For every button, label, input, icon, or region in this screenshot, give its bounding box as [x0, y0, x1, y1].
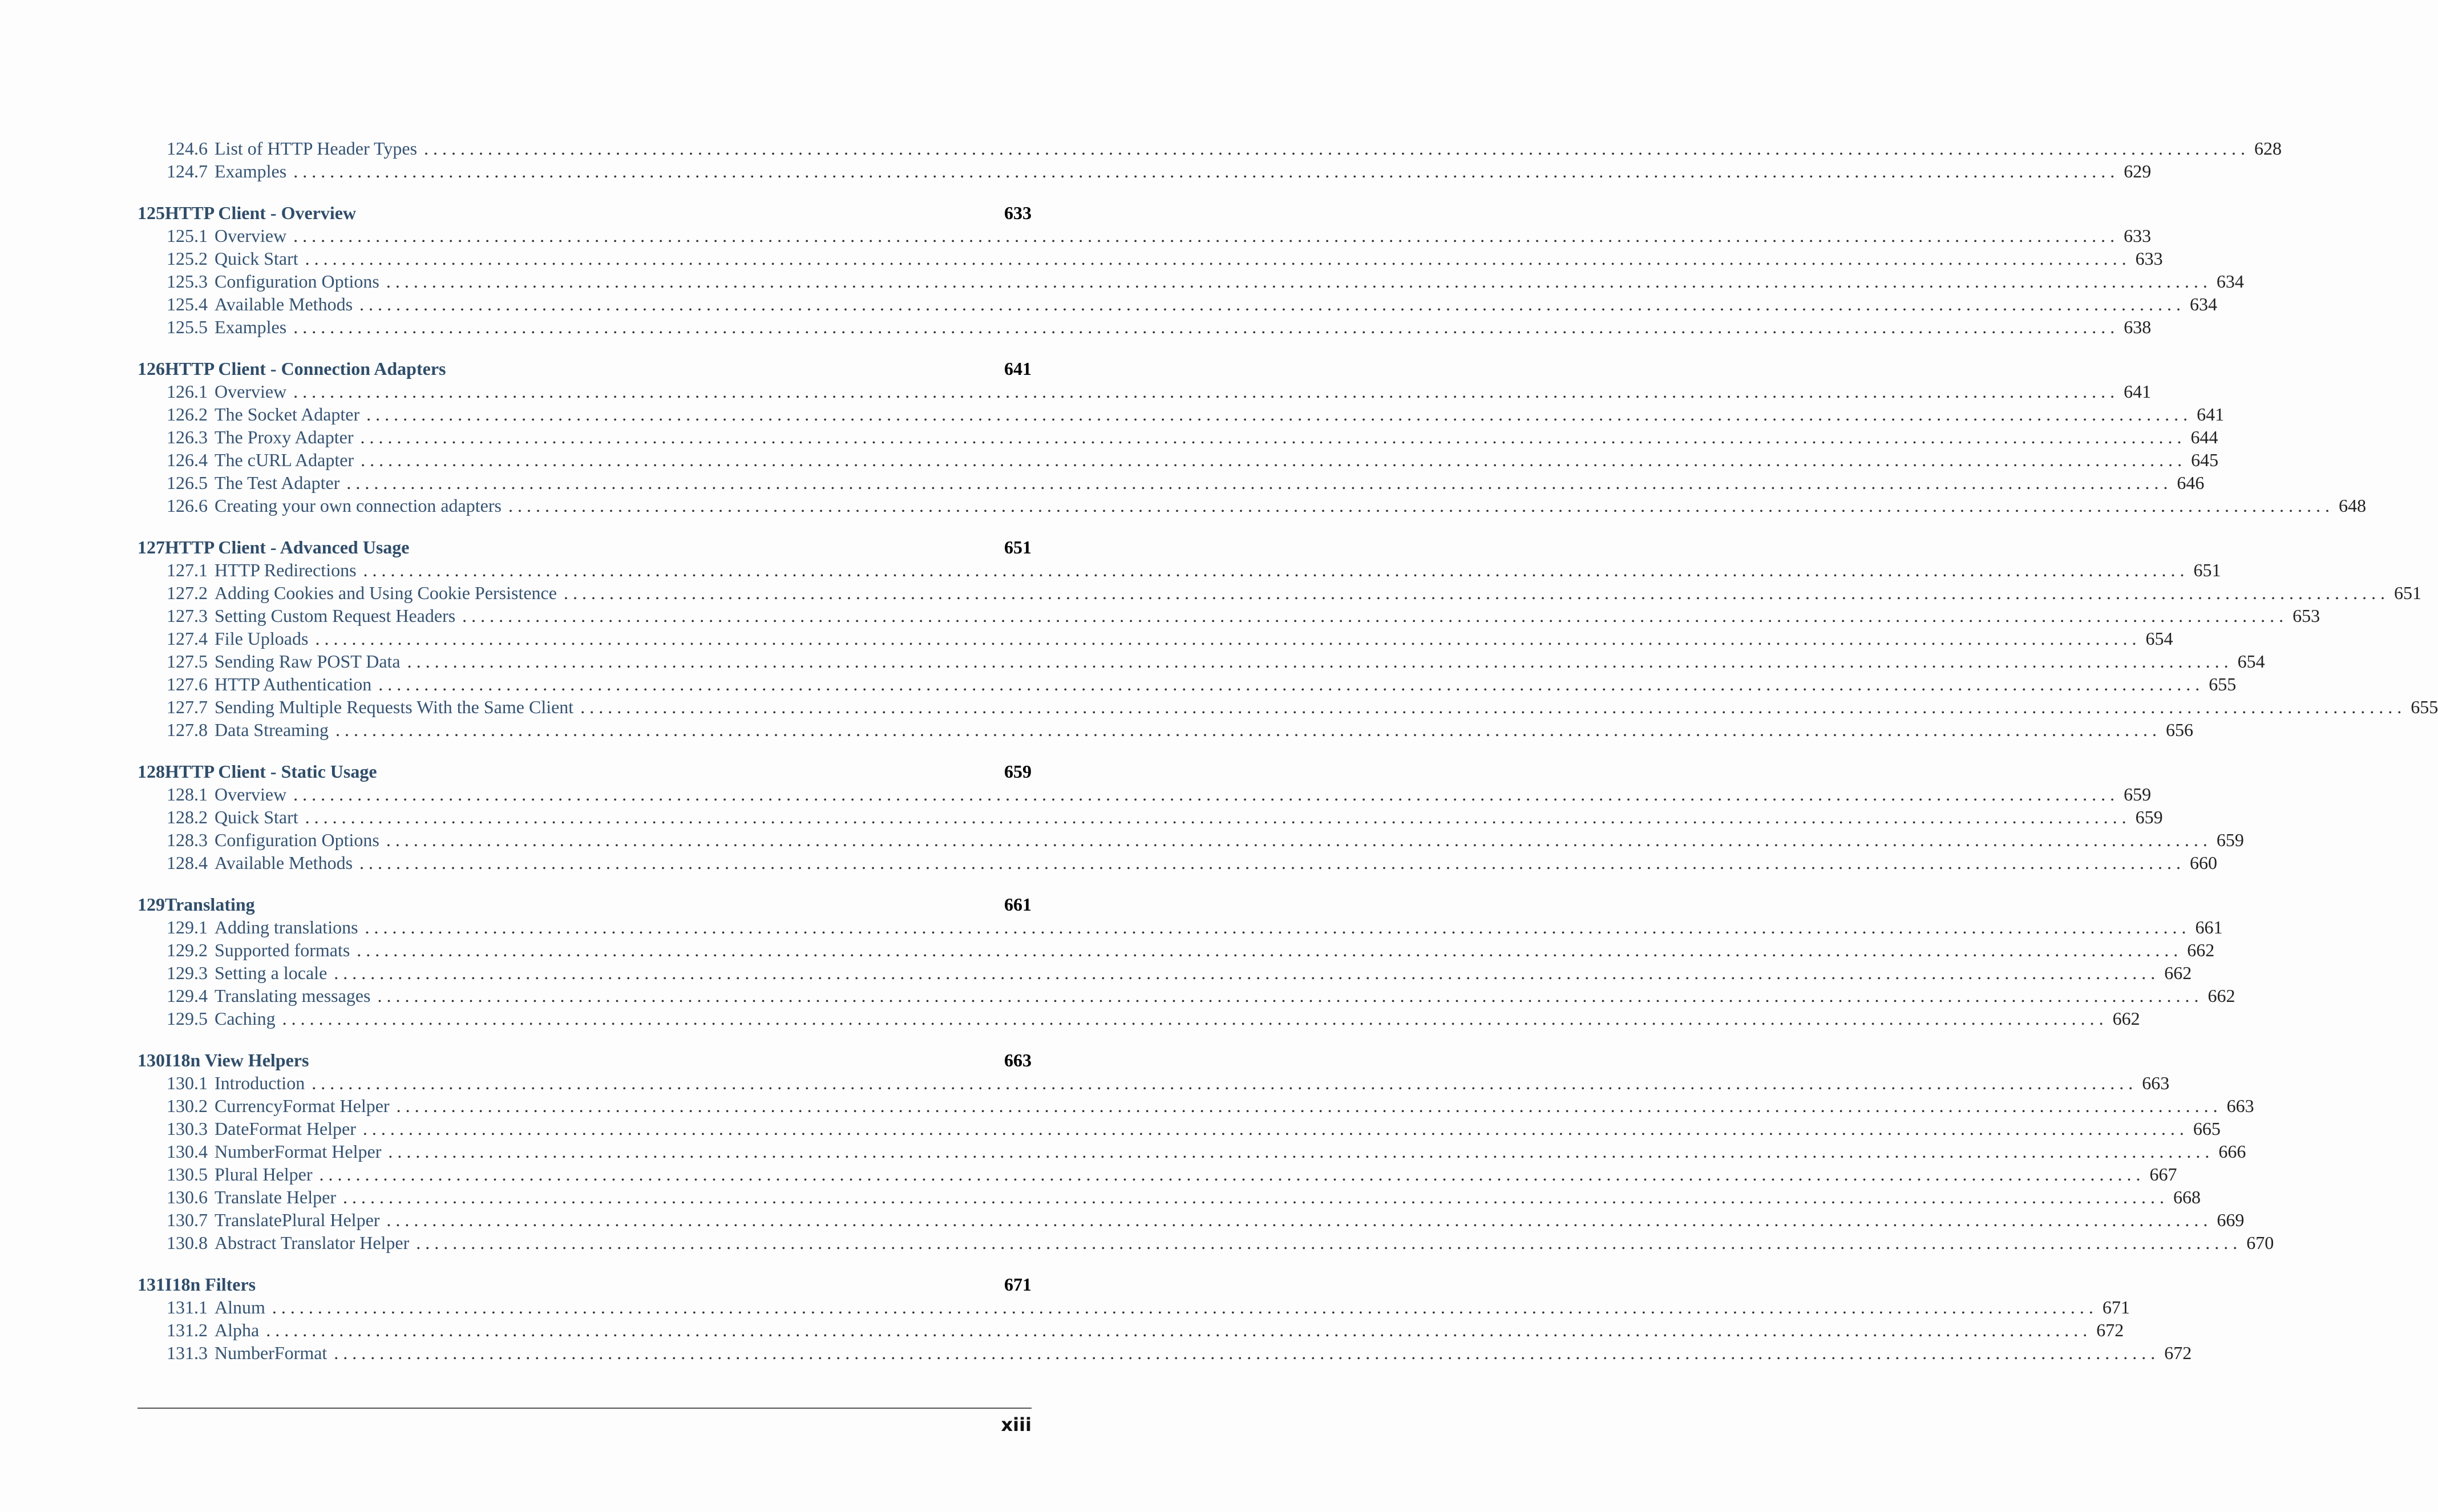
section-number[interactable]: 125.4 — [167, 294, 208, 314]
section-title-link[interactable]: Alpha — [215, 1320, 260, 1340]
section-number[interactable]: 127.4 — [167, 628, 208, 649]
section-number[interactable]: 130.8 — [167, 1232, 208, 1253]
dot-leader: . . . . . . . . . . . . . . . . . . . . . . . . . . . . . . . . . . . . . . . . . . . . . . . . . . . . . . . . . . . . . . . . . . . . . . . . . . . . . . . . . . . . . . . . . . . . . . . . . . . . . . . . . . . . . . . . . . . . . . . . . . . . . . . . . . . . . . . . . . . . . . . . . . . . . . . . . . . . . . . . . . . . . . . . . . . . . . . . . . . . . . . . . . . . . . . . . . . . . . . . — [293, 225, 2115, 246]
page-number[interactable]: 641 — [2124, 381, 2152, 402]
section-number[interactable]: 128.3 — [167, 830, 208, 850]
section-number[interactable]: 130.1 — [167, 1073, 208, 1093]
dot-leader: . . . . . . . . . . . . . . . . . . . . . . . . . . . . . . . . . . . . . . . . . . . . . . . . . . . . . . . . . . . . . . . . . . . . . . . . . . . . . . . . . . . . . . . . . . . . . . . . . . . . . . . . . . . . . . . . . . . . . . . . . . . . . . . . . . . . . . . . . . . . . . . . . . . . . . . . . . . . . . . . . . . . . . . . . . . . . . . . . . . . . . . . . . . . . . . . . . . . . . . . — [377, 985, 2199, 1006]
dot-leader: . . . . . . . . . . . . . . . . . . . . . . . . . . . . . . . . . . . . . . . . . . . . . . . . . . . . . . . . . . . . . . . . . . . . . . . . . . . . . . . . . . . . . . . . . . . . . . . . . . . . . . . . . . . . . . . . . . . . . . . . . . . . . . . . . . . . . . . . . . . . . . . . . . . . . . . . . . . . . . . . . . . . . . . . . . . . . . . . . . . . . . . . . . . . . . . . . . . . . . . . — [272, 1297, 2093, 1317]
section-number[interactable]: 125.1 — [167, 225, 208, 246]
toc-section-row[interactable] — [138, 1140, 2246, 1163]
page-number[interactable]: 670 — [2246, 1232, 2274, 1253]
dot-leader: . . . . . . . . . . . . . . . . . . . . . . . . . . . . . . . . . . . . . . . . . . . . . . . . . . . . . . . . . . . . . . . . . . . . . . . . . . . . . . . . . . . . . . . . . . . . . . . . . . . . . . . . . . . . . . . . . . . . . . . . . . . . . . . . . . . . . . . . . . . . . . . . . . . . . . . . . . . . . . . . . . . . . . . . . . . . . . . . . . . . . . . . . . . . . . . . . . . . . . . . — [319, 1164, 2141, 1184]
dot-leader: . . . . . . . . . . . . . . . . . . . . . . . . . . . . . . . . . . . . . . . . . . . . . . . . . . . . . . . . . . . . . . . . . . . . . . . . . . . . . . . . . . . . . . . . . . . . . . . . . . . . . . . . . . . . . . . . . . . . . . . . . . . . . . . . . . . . . . . . . . . . . . . . . . . . . . . . . . . . . . . . . . . . . . . . . . . . . . . . . . . . . . . . . . . . . . . . . . . . . . . . — [386, 1210, 2208, 1230]
page-number[interactable]: 629 — [2124, 161, 2152, 181]
section-number[interactable]: 124.6 — [167, 138, 208, 159]
chapter-number[interactable]: 127 — [138, 537, 165, 557]
section-number[interactable]: 126.4 — [167, 450, 208, 470]
section-number[interactable]: 130.6 — [167, 1187, 208, 1207]
toc-section-row[interactable] — [138, 851, 2218, 874]
page-number[interactable]: 659 — [2124, 784, 2152, 804]
page-number[interactable]: 663 — [2142, 1073, 2170, 1093]
page-number[interactable]: 663 — [2226, 1095, 2254, 1116]
dot-leader: . . . . . . . . . . . . . . . . . . . . . . . . . . . . . . . . . . . . . . . . . . . . . . . . . . . . . . . . . . . . . . . . . . . . . . . . . . . . . . . . . . . . . . . . . . . . . . . . . . . . . . . . . . . . . . . . . . . . . . . . . . . . . . . . . . . . . . . . . . . . . . . . . . . . . . . . . . . . . . . . . . . . . . . . . . . . . . . . . . . . . . . . . . . . . . . . . . . . . . . . — [363, 560, 2185, 580]
section-title-link[interactable]: File Uploads — [215, 628, 309, 649]
toc-section-row[interactable] — [138, 1319, 2124, 1341]
section-number[interactable]: 129.2 — [167, 940, 208, 960]
dot-leader: . . . . . . . . . . . . . . . . . . . . . . . . . . . . . . . . . . . . . . . . . . . . . . . . . . . . . . . . . . . . . . . . . . . . . . . . . . . . . . . . . . . . . . . . . . . . . . . . . . . . . . . . . . . . . . . . . . . . . . . . . . . . . . . . . . . . . . . . . . . . . . . . . . . . . . . . . . . . . . . . . . . . . . . . . . . . . . . . . . . . . . . . . . . . . . . . . . . . . . . . — [266, 1320, 2088, 1340]
section-number[interactable]: 127.1 — [167, 560, 208, 580]
page-number[interactable]: 665 — [2193, 1118, 2221, 1139]
toc-section-row[interactable] — [138, 1094, 2254, 1117]
chapter-number[interactable]: 126 — [138, 358, 165, 379]
page-number[interactable]: 660 — [2190, 852, 2218, 873]
toc-section-row[interactable] — [138, 380, 2152, 403]
section-title-link[interactable]: NumberFormat — [215, 1343, 328, 1363]
dot-leader: . . . . . . . . . . . . . . . . . . . . . . . . . . . . . . . . . . . . . . . . . . . . . . . . . . . . . . . . . . . . . . . . . . . . . . . . . . . . . . . . . . . . . . . . . . . . . . . . . . . . . . . . . . . . . . . . . . . . . . . . . . . . . . . . . . . . . . . . . . . . . . . . . . . . . . . . . . . . . . . . . . . . . . . . . . . . . . . . . . . . . . . . . . . . . . . . . . . . . . . . — [334, 1343, 2156, 1363]
dot-leader: . . . . . . . . . . . . . . . . . . . . . . . . . . . . . . . . . . . . . . . . . . . . . . . . . . . . . . . . . . . . . . . . . . . . . . . . . . . . . . . . . . . . . . . . . . . . . . . . . . . . . . . . . . . . . . . . . . . . . . . . . . . . . . . . . . . . . . . . . . . . . . . . . . . . . . . . . . . . . . . . . . . . . . . . . . . . . . . . . . . . . . . . . . . . . . . . . . . . . . . . — [416, 1232, 2238, 1253]
page-number[interactable]: 661 — [1004, 894, 1032, 915]
toc-section-row[interactable] — [138, 1231, 2274, 1254]
page-number[interactable]: 648 — [2338, 495, 2366, 516]
toc-section-row[interactable] — [138, 224, 2152, 247]
chapter-title-link[interactable]: I18n View Helpers — [165, 1050, 309, 1070]
page-number[interactable]: 644 — [2190, 427, 2218, 447]
section-title-link[interactable]: HTTP Redirections — [215, 560, 357, 580]
section-title-link[interactable]: Setting Custom Request Headers — [215, 605, 456, 626]
dot-leader: . . . . . . . . . . . . . . . . . . . . . . . . . . . . . . . . . . . . . . . . . . . . . . . . . . . . . . . . . . . . . . . . . . . . . . . . . . . . . . . . . . . . . . . . . . . . . . . . . . . . . . . . . . . . . . . . . . . . . . . . . . . . . . . . . . . . . . . . . . . . . . . . . . . . . . . . . . . . . . . . . . . . . . . . . . . . . . . . . . . . . . . . . . . . . . . . . . . . . . . . — [346, 472, 2168, 493]
section-number[interactable]: 130.5 — [167, 1164, 208, 1184]
section-title-link[interactable]: The Socket Adapter — [215, 404, 360, 425]
toc-section-row[interactable] — [138, 1007, 2140, 1030]
section-title-link[interactable]: The Test Adapter — [215, 472, 340, 493]
section-title-link[interactable]: Supported formats — [215, 940, 350, 960]
dot-leader: . . . . . . . . . . . . . . . . . . . . . . . . . . . . . . . . . . . . . . . . . . . . . . . . . . . . . . . . . . . . . . . . . . . . . . . . . . . . . . . . . . . . . . . . . . . . . . . . . . . . . . . . . . . . . . . . . . . . . . . . . . . . . . . . . . . . . . . . . . . . . . . . . . . . . . . . . . . . . . . . . . . . . . . . . . . . . . . . . . . . . . . . . . . . . . . . . . . . . . . . — [508, 495, 2330, 516]
section-number[interactable]: 127.7 — [167, 697, 208, 717]
page-number[interactable]: 671 — [1004, 1274, 1032, 1295]
toc-section-row[interactable] — [138, 673, 2237, 696]
toc-section-row[interactable] — [138, 916, 2223, 939]
page-number[interactable]: 651 — [2393, 583, 2421, 603]
page-number[interactable]: 667 — [2149, 1164, 2177, 1184]
toc-section-row[interactable] — [138, 718, 2193, 741]
section-number[interactable]: 127.6 — [167, 674, 208, 694]
toc-section-row[interactable] — [138, 581, 2421, 604]
section-number[interactable]: 129.3 — [167, 963, 208, 983]
toc-section-row[interactable] — [138, 984, 2235, 1007]
section-number[interactable]: 130.4 — [167, 1141, 208, 1162]
page-number[interactable]: 655 — [2209, 674, 2237, 694]
section-number[interactable]: 127.8 — [167, 719, 208, 740]
page-number[interactable]: 662 — [2112, 1008, 2140, 1029]
toc-section-row[interactable] — [138, 1186, 2201, 1208]
chapter-number[interactable]: 128 — [138, 761, 165, 782]
toc-section-row[interactable] — [138, 270, 2244, 293]
section-title-link[interactable]: Available Methods — [215, 852, 353, 873]
toc-section-row[interactable] — [138, 1208, 2245, 1231]
page-number[interactable]: 666 — [2218, 1141, 2246, 1162]
section-title-link[interactable]: Translate Helper — [215, 1187, 336, 1207]
section-title-link[interactable]: Sending Multiple Requests With the Same Client — [215, 697, 574, 717]
section-title-link[interactable]: Data Streaming — [215, 719, 329, 740]
dot-leader: . . . . . . . . . . . . . . . . . . . . . . . . . . . . . . . . . . . . . . . . . . . . . . . . . . . . . . . . . . . . . . . . . . . . . . . . . . . . . . . . . . . . . . . . . . . . . . . . . . . . . . . . . . . . . . . . . . . . . . . . . . . . . . . . . . . . . . . . . . . . . . . . . . . . . . . . . . . . . . . . . . . . . . . . . . . . . . . . . . . . . . . . . . . . . . . . . . . . . . . . — [359, 294, 2181, 314]
toc-section-row[interactable] — [138, 1163, 2177, 1186]
toc-section-row[interactable] — [138, 1296, 2130, 1319]
dot-leader: . . . . . . . . . . . . . . . . . . . . . . . . . . . . . . . . . . . . . . . . . . . . . . . . . . . . . . . . . . . . . . . . . . . . . . . . . . . . . . . . . . . . . . . . . . . . . . . . . . . . . . . . . . . . . . . . . . . . . . . . . . . . . . . . . . . . . . . . . . . . . . . . . . . . . . . . . . . . . . . . . . . . . . . . . . . . . . . . . . . . . . . . . . . . . . . . . . . . . . . . — [424, 138, 2246, 159]
toc-section-row[interactable] — [138, 806, 2163, 828]
section-title-link[interactable]: Overview — [215, 225, 287, 246]
chapter-title-link[interactable]: HTTP Client - Connection Adapters — [165, 358, 446, 379]
toc-section-row[interactable] — [138, 783, 2152, 806]
section-title-link[interactable]: Introduction — [215, 1073, 305, 1093]
dot-leader: . . . . . . . . . . . . . . . . . . . . . . . . . . . . . . . . . . . . . . . . . . . . . . . . . . . . . . . . . . . . . . . . . . . . . . . . . . . . . . . . . . . . . . . . . . . . . . . . . . . . . . . . . . . . . . . . . . . . . . . . . . . . . . . . . . . . . . . . . . . . . . . . . . . . . . . . . . . . . . . . . . . . . . . . . . . . . . . . . . . . . . . . . . . . . . . . . . . . . . . . — [365, 917, 2186, 937]
chapter-number[interactable]: 129 — [138, 894, 165, 915]
section-title-link[interactable]: Creating your own connection adapters — [215, 495, 502, 516]
toc-section-row[interactable] — [138, 604, 2320, 627]
toc-section-row[interactable] — [138, 403, 2225, 426]
dot-leader: . . . . . . . . . . . . . . . . . . . . . . . . . . . . . . . . . . . . . . . . . . . . . . . . . . . . . . . . . . . . . . . . . . . . . . . . . . . . . . . . . . . . . . . . . . . . . . . . . . . . . . . . . . . . . . . . . . . . . . . . . . . . . . . . . . . . . . . . . . . . . . . . . . . . . . . . . . . . . . . . . . . . . . . . . . . . . . . . . . . . . . . . . . . . . . . . . . . . . . . . — [396, 1095, 2218, 1116]
page-number[interactable]: 662 — [2187, 940, 2215, 960]
dot-leader: . . . . . . . . . . . . . . . . . . . . . . . . . . . . . . . . . . . . . . . . . . . . . . . . . . . . . . . . . . . . . . . . . . . . . . . . . . . . . . . . . . . . . . . . . . . . . . . . . . . . . . . . . . . . . . . . . . . . . . . . . . . . . . . . . . . . . . . . . . . . . . . . . . . . . . . . . . . . . . . . . . . . . . . . . . . . . . . . . . . . . . . . . . . . . . . . . . . . . . . . — [360, 427, 2182, 447]
section-title-link[interactable]: CurrencyFormat Helper — [215, 1095, 390, 1116]
chapter-title-link[interactable]: I18n Filters — [165, 1274, 256, 1295]
toc-chapter-row[interactable] — [138, 1049, 1032, 1072]
section-number[interactable]: 127.3 — [167, 605, 208, 626]
page-number[interactable]: 654 — [2145, 628, 2173, 649]
section-title-link[interactable]: Examples — [215, 317, 287, 337]
page-number[interactable]: 634 — [2216, 271, 2244, 292]
section-number[interactable]: 131.2 — [167, 1320, 208, 1340]
section-title-link[interactable]: Abstract Translator Helper — [215, 1232, 410, 1253]
toc-section-row[interactable] — [138, 1072, 2170, 1094]
section-title-link[interactable]: Available Methods — [215, 294, 353, 314]
page-number[interactable]: 661 — [2195, 917, 2223, 937]
dot-leader: . . . . . . . . . . . . . . . . . . . . . . . . . . . . . . . . . . . . . . . . . . . . . . . . . . . . . . . . . . . . . . . . . . . . . . . . . . . . . . . . . . . . . . . . . . . . . . . . . . . . . . . . . . . . . . . . . . . . . . . . . . . . . . . . . . . . . . . . . . . . . . . . . . . . . . . . . . . . . . . . . . . . . . . . . . . . . . . . . . . . . . . . . . . . . . . . . . . . . . . . — [462, 605, 2284, 626]
toc-chapter-row[interactable] — [138, 893, 1032, 916]
section-title-link[interactable]: Alnum — [215, 1297, 265, 1317]
page-number[interactable]: 628 — [2254, 138, 2282, 159]
dot-leader: . . . . . . . . . . . . . . . . . . . . . . . . . . . . . . . . . . . . . . . . . . . . . . . . . . . . . . . . . . . . . . . . . . . . . . . . . . . . . . . . . . . . . . . . . . . . . . . . . . . . . . . . . . . . . . . . . . . . . . . . . . . . . . . . . . . . . . . . . . . . . . . . . . . . . . . . . . . . . . . . . . . . . . . . . . . . . . . . . . . . . . . . . . . . . . . . . . . . . . . . — [312, 1073, 2133, 1093]
section-number[interactable]: 125.3 — [167, 271, 208, 292]
section-number[interactable]: 130.2 — [167, 1095, 208, 1116]
page-number[interactable]: 668 — [2173, 1187, 2201, 1207]
dot-leader: . . . . . . . . . . . . . . . . . . . . . . . . . . . . . . . . . . . . . . . . . . . . . . . . . . . . . . . . . . . . . . . . . . . . . . . . . . . . . . . . . . . . . . . . . . . . . . . . . . . . . . . . . . . . . . . . . . . . . . . . . . . . . . . . . . . . . . . . . . . . . . . . . . . . . . . . . . . . . . . . . . . . . . . . . . . . . . . . . . . . . . . . . . . . . . . . . . . . . . . . — [293, 317, 2115, 337]
section-number[interactable]: 126.6 — [167, 495, 208, 516]
dot-leader: . . . . . . . . . . . . . . . . . . . . . . . . . . . . . . . . . . . . . . . . . . . . . . . . . . . . . . . . . . . . . . . . . . . . . . . . . . . . . . . . . . . . . . . . . . . . . . . . . . . . . . . . . . . . . . . . . . . . . . . . . . . . . . . . . . . . . . . . . . . . . . . . . . . . . . . . . . . . . . . . . . . . . . . . . . . . . . . . . . . . . . . . . . . . . . . . . . . . . . . . — [315, 628, 2137, 649]
section-number[interactable]: 130.3 — [167, 1118, 208, 1139]
toc-section-row[interactable] — [138, 494, 2366, 517]
footer-rule — [138, 1408, 1032, 1409]
dot-leader: . . . . . . . . . . . . . . . . . . . . . . . . . . . . . . . . . . . . . . . . . . . . . . . . . . . . . . . . . . . . . . . . . . . . . . . . . . . . . . . . . . . . . . . . . . . . . . . . . . . . . . . . . . . . . . . . . . . . . . . . . . . . . . . . . . . . . . . . . . . . . . . . . . . . . . . . . . . . . . . . . . . . . . . . . . . . . . . . . . . . . . . . . . . . . . . . . . . . . . . . — [334, 963, 2156, 983]
toc-section-row[interactable] — [138, 627, 2173, 650]
page-number[interactable]: 663 — [1004, 1050, 1032, 1070]
page-number[interactable]: 638 — [2124, 317, 2152, 337]
section-title-link[interactable]: NumberFormat Helper — [215, 1141, 382, 1162]
toc-section-row[interactable] — [138, 828, 2244, 851]
section-title-link[interactable]: Quick Start — [215, 807, 298, 827]
page-number[interactable]: 672 — [2096, 1320, 2124, 1340]
toc-section-row[interactable] — [138, 1117, 2221, 1140]
section-number[interactable]: 128.4 — [167, 852, 208, 873]
table-of-contents — [138, 137, 2438, 1364]
dot-leader: . . . . . . . . . . . . . . . . . . . . . . . . . . . . . . . . . . . . . . . . . . . . . . . . . . . . . . . . . . . . . . . . . . . . . . . . . . . . . . . . . . . . . . . . . . . . . . . . . . . . . . . . . . . . . . . . . . . . . . . . . . . . . . . . . . . . . . . . . . . . . . . . . . . . . . . . . . . . . . . . . . . . . . . . . . . . . . . . . . . . . . . . . . . . . . . . . . . . . . . . — [335, 719, 2157, 740]
dot-leader: . . . . . . . . . . . . . . . . . . . . . . . . . . . . . . . . . . . . . . . . . . . . . . . . . . . . . . . . . . . . . . . . . . . . . . . . . . . . . . . . . . . . . . . . . . . . . . . . . . . . . . . . . . . . . . . . . . . . . . . . . . . . . . . . . . . . . . . . . . . . . . . . . . . . . . . . . . . . . . . . . . . . . . . . . . . . . . . . . . . . . . . . . . . . . . . . . . . . . . . . — [366, 404, 2188, 425]
page-number[interactable]: 633 — [2124, 225, 2152, 246]
toc-section-row[interactable] — [138, 426, 2218, 448]
page-number[interactable]: 672 — [2164, 1343, 2192, 1363]
section-number[interactable]: 126.5 — [167, 472, 208, 493]
section-title-link[interactable]: TranslatePlural Helper — [215, 1210, 380, 1230]
dot-leader: . . . . . . . . . . . . . . . . . . . . . . . . . . . . . . . . . . . . . . . . . . . . . . . . . . . . . . . . . . . . . . . . . . . . . . . . . . . . . . . . . . . . . . . . . . . . . . . . . . . . . . . . . . . . . . . . . . . . . . . . . . . . . . . . . . . . . . . . . . . . . . . . . . . . . . . . . . . . . . . . . . . . . . . . . . . . . . . . . . . . . . . . . . . . . . . . . . . . . . . . — [361, 450, 2182, 470]
section-number[interactable]: 129.5 — [167, 1008, 208, 1029]
dot-leader: . . . . . . . . . . . . . . . . . . . . . . . . . . . . . . . . . . . . . . . . . . . . . . . . . . . . . . . . . . . . . . . . . . . . . . . . . . . . . . . . . . . . . . . . . . . . . . . . . . . . . . . . . . . . . . . . . . . . . . . . . . . . . . . . . . . . . . . . . . . . . . . . . . . . . . . . . . . . . . . . . . . . . . . . . . . . . . . . . . . . . . . . . . . . . . . . . . . . . . . . — [293, 784, 2115, 804]
dot-leader: . . . . . . . . . . . . . . . . . . . . . . . . . . . . . . . . . . . . . . . . . . . . . . . . . . . . . . . . . . . . . . . . . . . . . . . . . . . . . . . . . . . . . . . . . . . . . . . . . . . . . . . . . . . . . . . . . . . . . . . . . . . . . . . . . . . . . . . . . . . . . . . . . . . . . . . . . . . . . . . . . . . . . . . . . . . . . . . . . . . . . . . . . . . . . . . . . . . . . . . . — [362, 1118, 2184, 1139]
dot-leader: . . . . . . . . . . . . . . . . . . . . . . . . . . . . . . . . . . . . . . . . . . . . . . . . . . . . . . . . . . . . . . . . . . . . . . . . . . . . . . . . . . . . . . . . . . . . . . . . . . . . . . . . . . . . . . . . . . . . . . . . . . . . . . . . . . . . . . . . . . . . . . . . . . . . . . . . . . . . . . . . . . . . . . . . . . . . . . . . . . . . . . . . . . . . . . . . . . . . . . . . — [293, 381, 2115, 402]
page-number[interactable]: 656 — [2165, 719, 2193, 740]
page-number[interactable]: 655 — [2411, 697, 2438, 717]
page-number[interactable]: 633 — [1004, 203, 1032, 223]
dot-leader: . . . . . . . . . . . . . . . . . . . . . . . . . . . . . . . . . . . . . . . . . . . . . . . . . . . . . . . . . . . . . . . . . . . . . . . . . . . . . . . . . . . . . . . . . . . . . . . . . . . . . . . . . . . . . . . . . . . . . . . . . . . . . . . . . . . . . . . . . . . . . . . . . . . . . . . . . . . . . . . . . . . . . . . . . . . . . . . . . . . . . . . . . . . . . . . . . . . . . . . . — [407, 651, 2229, 672]
page-number[interactable]: 659 — [2216, 830, 2244, 850]
section-number[interactable]: 131.1 — [167, 1297, 208, 1317]
section-title-link[interactable]: Sending Raw POST Data — [215, 651, 401, 672]
section-title-link[interactable]: The cURL Adapter — [215, 450, 354, 470]
toc-section-row[interactable] — [138, 961, 2192, 984]
footer-page-number: xiii — [1001, 1414, 1032, 1436]
section-title-link[interactable]: Adding translations — [215, 917, 358, 937]
dot-leader: . . . . . . . . . . . . . . . . . . . . . . . . . . . . . . . . . . . . . . . . . . . . . . . . . . . . . . . . . . . . . . . . . . . . . . . . . . . . . . . . . . . . . . . . . . . . . . . . . . . . . . . . . . . . . . . . . . . . . . . . . . . . . . . . . . . . . . . . . . . . . . . . . . . . . . . . . . . . . . . . . . . . . . . . . . . . . . . . . . . . . . . . . . . . . . . . . . . . . . . . — [293, 161, 2115, 181]
toc-section-row[interactable] — [138, 650, 2265, 673]
page-number[interactable]: 671 — [2102, 1297, 2130, 1317]
section-number[interactable]: 130.7 — [167, 1210, 208, 1230]
section-number[interactable]: 131.3 — [167, 1343, 208, 1363]
page-number[interactable]: 662 — [2207, 985, 2235, 1006]
toc-section-row[interactable] — [138, 293, 2218, 316]
page-number[interactable]: 646 — [2177, 472, 2205, 493]
section-title-link[interactable]: Quick Start — [215, 248, 298, 269]
section-number[interactable]: 126.2 — [167, 404, 208, 425]
section-title-link[interactable]: Adding Cookies and Using Cookie Persistence — [215, 583, 557, 603]
toc-section-row[interactable] — [138, 160, 2152, 183]
toc-section-row[interactable] — [138, 448, 2219, 471]
section-title-link[interactable]: Overview — [215, 784, 287, 804]
dot-leader: . . . . . . . . . . . . . . . . . . . . . . . . . . . . . . . . . . . . . . . . . . . . . . . . . . . . . . . . . . . . . . . . . . . . . . . . . . . . . . . . . . . . . . . . . . . . . . . . . . . . . . . . . . . . . . . . . . . . . . . . . . . . . . . . . . . . . . . . . . . . . . . . . . . . . . . . . . . . . . . . . . . . . . . . . . . . . . . . . . . . . . . . . . . . . . . . . . . . . . . . — [357, 940, 2178, 960]
toc-section-row[interactable] — [138, 137, 2282, 160]
dot-leader: . . . . . . . . . . . . . . . . . . . . . . . . . . . . . . . . . . . . . . . . . . . . . . . . . . . . . . . . . . . . . . . . . . . . . . . . . . . . . . . . . . . . . . . . . . . . . . . . . . . . . . . . . . . . . . . . . . . . . . . . . . . . . . . . . . . . . . . . . . . . . . . . . . . . . . . . . . . . . . . . . . . . . . . . . . . . . . . . . . . . . . . . . . . . . . . . . . . . . . . . — [580, 697, 2402, 717]
section-title-link[interactable]: DateFormat Helper — [215, 1118, 356, 1139]
section-number[interactable]: 128.2 — [167, 807, 208, 827]
section-title-link[interactable]: Setting a locale — [215, 963, 328, 983]
section-number[interactable]: 127.2 — [167, 583, 208, 603]
page-number[interactable]: 633 — [2135, 248, 2163, 269]
toc-chapter-row[interactable] — [138, 357, 1032, 380]
chapter-title-link[interactable]: Translating — [165, 894, 255, 915]
section-title-link[interactable]: Translating messages — [215, 985, 371, 1006]
toc-section-row[interactable] — [138, 939, 2215, 961]
page-number[interactable]: 645 — [2191, 450, 2219, 470]
toc-chapter-row[interactable] — [138, 1273, 1032, 1296]
section-title-link[interactable]: Caching — [215, 1008, 276, 1029]
toc-chapter-row[interactable] — [138, 201, 1032, 224]
section-number[interactable]: 129.4 — [167, 985, 208, 1006]
section-number[interactable]: 129.1 — [167, 917, 208, 937]
page-number[interactable]: 669 — [2217, 1210, 2245, 1230]
dot-leader: . . . . . . . . . . . . . . . . . . . . . . . . . . . . . . . . . . . . . . . . . . . . . . . . . . . . . . . . . . . . . . . . . . . . . . . . . . . . . . . . . . . . . . . . . . . . . . . . . . . . . . . . . . . . . . . . . . . . . . . . . . . . . . . . . . . . . . . . . . . . . . . . . . . . . . . . . . . . . . . . . . . . . . . . . . . . . . . . . . . . . . . . . . . . . . . . . . . . . . . . — [378, 674, 2200, 694]
toc-chapter-row[interactable] — [138, 536, 1032, 559]
chapter-title-link[interactable]: HTTP Client - Static Usage — [165, 761, 377, 782]
page-number[interactable]: 651 — [2193, 560, 2221, 580]
page-number[interactable]: 641 — [2197, 404, 2225, 425]
section-title-link[interactable]: Configuration Options — [215, 830, 379, 850]
page-number[interactable]: 634 — [2190, 294, 2218, 314]
section-title-link[interactable]: Plural Helper — [215, 1164, 313, 1184]
section-title-link[interactable]: HTTP Authentication — [215, 674, 372, 694]
toc-section-row[interactable] — [138, 1341, 2192, 1364]
dot-leader: . . . . . . . . . . . . . . . . . . . . . . . . . . . . . . . . . . . . . . . . . . . . . . . . . . . . . . . . . . . . . . . . . . . . . . . . . . . . . . . . . . . . . . . . . . . . . . . . . . . . . . . . . . . . . . . . . . . . . . . . . . . . . . . . . . . . . . . . . . . . . . . . . . . . . . . . . . . . . . . . . . . . . . . . . . . . . . . . . . . . . . . . . . . . . . . . . . . . . . . . — [305, 248, 2126, 269]
toc-section-row[interactable] — [138, 559, 2221, 581]
section-number[interactable]: 125.2 — [167, 248, 208, 269]
section-title-link[interactable]: Configuration Options — [215, 271, 379, 292]
toc-chapter-row[interactable] — [138, 760, 1032, 783]
chapter-title-link[interactable]: HTTP Client - Advanced Usage — [165, 537, 410, 557]
chapter-number[interactable]: 131 — [138, 1274, 165, 1295]
dot-leader: . . . . . . . . . . . . . . . . . . . . . . . . . . . . . . . . . . . . . . . . . . . . . . . . . . . . . . . . . . . . . . . . . . . . . . . . . . . . . . . . . . . . . . . . . . . . . . . . . . . . . . . . . . . . . . . . . . . . . . . . . . . . . . . . . . . . . . . . . . . . . . . . . . . . . . . . . . . . . . . . . . . . . . . . . . . . . . . . . . . . . . . . . . . . . . . . . . . . . . . . — [282, 1008, 2104, 1029]
dot-leader: . . . . . . . . . . . . . . . . . . . . . . . . . . . . . . . . . . . . . . . . . . . . . . . . . . . . . . . . . . . . . . . . . . . . . . . . . . . . . . . . . . . . . . . . . . . . . . . . . . . . . . . . . . . . . . . . . . . . . . . . . . . . . . . . . . . . . . . . . . . . . . . . . . . . . . . . . . . . . . . . . . . . . . . . . . . . . . . . . . . . . . . . . . . . . . . . . . . . . . . . — [342, 1187, 2164, 1207]
page-number[interactable]: 659 — [1004, 761, 1032, 782]
section-number[interactable]: 126.1 — [167, 381, 208, 402]
dot-leader: . . . . . . . . . . . . . . . . . . . . . . . . . . . . . . . . . . . . . . . . . . . . . . . . . . . . . . . . . . . . . . . . . . . . . . . . . . . . . . . . . . . . . . . . . . . . . . . . . . . . . . . . . . . . . . . . . . . . . . . . . . . . . . . . . . . . . . . . . . . . . . . . . . . . . . . . . . . . . . . . . . . . . . . . . . . . . . . . . . . . . . . . . . . . . . . . . . . . . . . . — [388, 1141, 2210, 1162]
toc-section-row[interactable] — [138, 696, 2438, 718]
page-number[interactable]: 662 — [2164, 963, 2192, 983]
dot-leader: . . . . . . . . . . . . . . . . . . . . . . . . . . . . . . . . . . . . . . . . . . . . . . . . . . . . . . . . . . . . . . . . . . . . . . . . . . . . . . . . . . . . . . . . . . . . . . . . . . . . . . . . . . . . . . . . . . . . . . . . . . . . . . . . . . . . . . . . . . . . . . . . . . . . . . . . . . . . . . . . . . . . . . . . . . . . . . . . . . . . . . . . . . . . . . . . . . . . . . . . — [359, 852, 2181, 873]
section-title-link[interactable]: List of HTTP Header Types — [215, 138, 418, 159]
chapter-number[interactable]: 125 — [138, 203, 165, 223]
chapter-title-link[interactable]: HTTP Client - Overview — [165, 203, 357, 223]
page-number[interactable]: 651 — [1004, 537, 1032, 557]
page-number[interactable]: 654 — [2237, 651, 2265, 672]
chapter-number[interactable]: 130 — [138, 1050, 165, 1070]
dot-leader: . . . . . . . . . . . . . . . . . . . . . . . . . . . . . . . . . . . . . . . . . . . . . . . . . . . . . . . . . . . . . . . . . . . . . . . . . . . . . . . . . . . . . . . . . . . . . . . . . . . . . . . . . . . . . . . . . . . . . . . . . . . . . . . . . . . . . . . . . . . . . . . . . . . . . . . . . . . . . . . . . . . . . . . . . . . . . . . . . . . . . . . . . . . . . . . . . . . . . . . . — [563, 583, 2385, 603]
page-number[interactable]: 641 — [1004, 358, 1032, 379]
page-number[interactable]: 653 — [2293, 605, 2320, 626]
toc-section-row[interactable] — [138, 471, 2205, 494]
section-title-link[interactable]: Overview — [215, 381, 287, 402]
section-number[interactable]: 128.1 — [167, 784, 208, 804]
section-number[interactable]: 125.5 — [167, 317, 208, 337]
dot-leader: . . . . . . . . . . . . . . . . . . . . . . . . . . . . . . . . . . . . . . . . . . . . . . . . . . . . . . . . . . . . . . . . . . . . . . . . . . . . . . . . . . . . . . . . . . . . . . . . . . . . . . . . . . . . . . . . . . . . . . . . . . . . . . . . . . . . . . . . . . . . . . . . . . . . . . . . . . . . . . . . . . . . . . . . . . . . . . . . . . . . . . . . . . . . . . . . . . . . . . . . — [386, 830, 2207, 850]
section-title-link[interactable]: Examples — [215, 161, 287, 181]
toc-section-row[interactable] — [138, 247, 2163, 270]
section-number[interactable]: 127.5 — [167, 651, 208, 672]
toc-section-row[interactable] — [138, 316, 2152, 338]
section-number[interactable]: 126.3 — [167, 427, 208, 447]
dot-leader: . . . . . . . . . . . . . . . . . . . . . . . . . . . . . . . . . . . . . . . . . . . . . . . . . . . . . . . . . . . . . . . . . . . . . . . . . . . . . . . . . . . . . . . . . . . . . . . . . . . . . . . . . . . . . . . . . . . . . . . . . . . . . . . . . . . . . . . . . . . . . . . . . . . . . . . . . . . . . . . . . . . . . . . . . . . . . . . . . . . . . . . . . . . . . . . . . . . . . . . . — [386, 271, 2207, 292]
page-number[interactable]: 659 — [2135, 807, 2163, 827]
dot-leader: . . . . . . . . . . . . . . . . . . . . . . . . . . . . . . . . . . . . . . . . . . . . . . . . . . . . . . . . . . . . . . . . . . . . . . . . . . . . . . . . . . . . . . . . . . . . . . . . . . . . . . . . . . . . . . . . . . . . . . . . . . . . . . . . . . . . . . . . . . . . . . . . . . . . . . . . . . . . . . . . . . . . . . . . . . . . . . . . . . . . . . . . . . . . . . . . . . . . . . . . — [305, 807, 2126, 827]
section-number[interactable]: 124.7 — [167, 161, 208, 181]
section-title-link[interactable]: The Proxy Adapter — [215, 427, 354, 447]
